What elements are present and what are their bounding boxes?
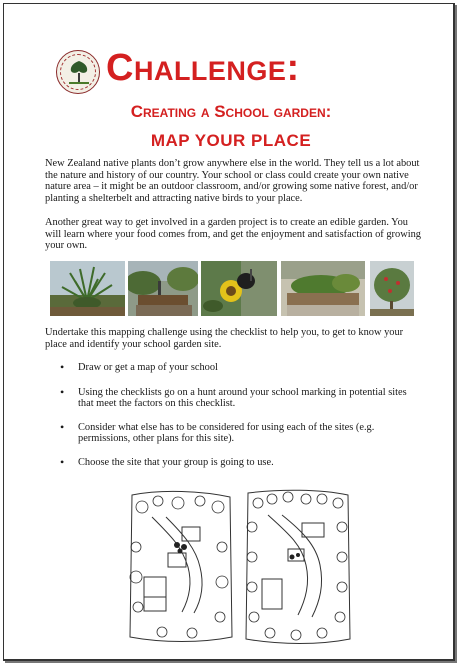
raised-bed-photo — [281, 261, 365, 316]
school-map-sketch-1 — [122, 487, 238, 647]
logo-seal-icon — [56, 50, 100, 94]
native-shrub-photo — [370, 261, 414, 316]
sunflower-bird-photo — [201, 261, 277, 316]
intro-paragraph: New Zealand native plants don’t grow anywhere else in the world. They tell us a lot about the nature and history of our country. Your school or class could create your own native nature area – it might be an outdoor classroom, and/or growing some native forest, and/or planting a shelterbelt and attracting native birds to your place. — [45, 158, 420, 204]
challenge-paragraph: Undertake this mapping challenge using the checklist to help you, to get to know your place and identify your school garden site. — [45, 327, 404, 350]
list-item: • Choose the site that your group is going to use. — [60, 457, 420, 469]
list-item: • Using the checklists go on a hunt around your school marking in potential sites that meet the factors on this checklist. — [60, 387, 420, 410]
cabbage-tree-photo — [50, 261, 125, 316]
garden-beds-photo — [128, 261, 198, 316]
list-item: • Draw or get a map of your school — [60, 362, 420, 374]
page-title: Challenge: — [106, 47, 300, 89]
list-item: • Consider what else has to be considered for using each of the sites (e.g. permissions, other plans for this site). — [60, 422, 420, 445]
checklist — [60, 362, 420, 469]
page-subtitle: Creating a School garden: — [130, 102, 332, 121]
school-map-sketch-2 — [240, 487, 356, 647]
edible-garden-paragraph: Another great way to get involved in a garden project is to create an edible garden. You will learn where your food comes from, and get the enjoyment and satisfaction of growing your own. — [45, 217, 421, 252]
section-heading: MAP YOUR PLACE — [150, 131, 312, 150]
